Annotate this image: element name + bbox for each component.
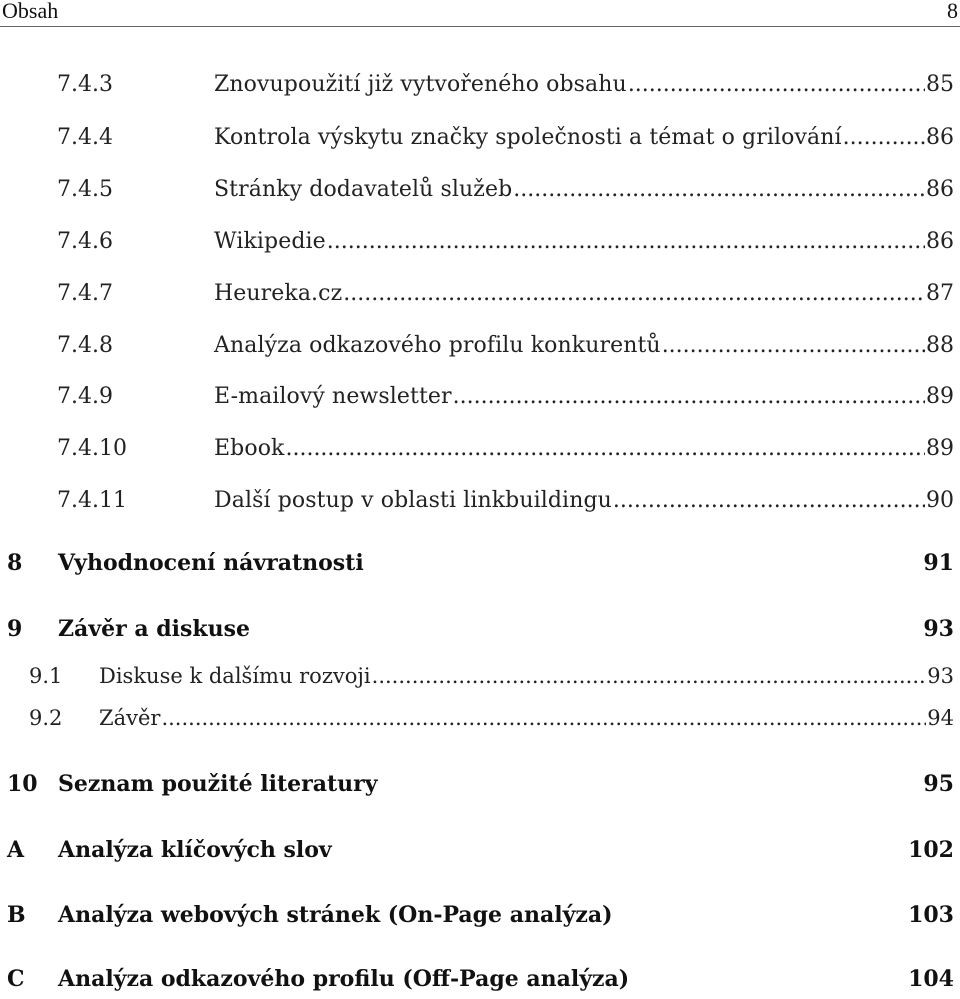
toc-entry-page: 90 [926,488,954,513]
toc-entry-7-4-11[interactable] [0,488,960,513]
toc-entry-page: 86 [926,125,954,150]
toc-entry-number: 7.4.11 [57,488,127,513]
toc-entry-title: Vyhodnocení návratnosti [58,550,364,576]
toc-entry-title: E-mailový newsletter [214,384,452,409]
toc-appendix-b[interactable] [0,902,960,928]
toc-entry-number: A [7,837,25,863]
toc-entry-title: Další postup v oblasti linkbuildingu [214,488,612,513]
dot-leader [327,229,925,254]
toc-entry-number: 9.2 [29,706,63,730]
dot-leader [662,333,925,358]
toc-entry-page: 93 [923,616,954,642]
toc-entry-page: 91 [923,550,954,576]
toc-entry-title: Seznam použité literatury [58,771,378,797]
dot-leader [843,125,925,150]
toc-entry-7-4-7[interactable] [0,281,960,306]
toc-entry-page: 94 [927,706,954,730]
toc-entry-number: 7.4.3 [57,72,113,97]
toc-entry-number: 9 [7,616,23,642]
dot-leader [513,177,925,202]
running-header [0,0,960,27]
toc-entry-page: 89 [926,436,954,461]
dot-leader [453,384,925,409]
toc-entry-7-4-8[interactable] [0,333,960,358]
toc-entry-title: Heureka.cz [214,281,343,306]
toc-entry-page: 87 [926,281,954,306]
toc-entry-number: 7.4.10 [57,436,127,461]
toc-entry-title: Analýza odkazového profilu konkurentů [214,333,661,358]
toc-entry-title: Diskuse k dalšímu rozvoji [99,664,371,688]
toc-entry-7-4-6[interactable] [0,229,960,254]
toc-entry-title: Znovupoužití již vytvořeného obsahu [214,72,627,97]
toc-entry-page: 104 [908,966,954,992]
toc-entry-7-4-10[interactable] [0,436,960,461]
dot-leader [628,72,925,97]
toc-entry-number: 7.4.5 [57,177,113,202]
toc-entry-page: 102 [908,837,954,863]
toc-section-9-2[interactable] [0,706,960,730]
dot-leader [613,488,925,513]
dot-leader [161,706,926,730]
toc-entry-title: Závěr a diskuse [58,616,251,642]
dot-leader [372,664,927,688]
toc-chapter-10[interactable] [0,771,960,797]
toc-entry-number: 7.4.9 [57,384,113,409]
toc-entry-page: 103 [908,902,954,928]
header-title: Obsah [2,0,59,23]
toc-entry-page: 85 [926,72,954,97]
toc-chapter-9[interactable] [0,616,960,642]
toc-entry-title: Analýza odkazového profilu (Off-Page analýza) [58,966,630,992]
toc-entry-7-4-5[interactable] [0,177,960,202]
toc-entry-7-4-4[interactable] [0,125,960,150]
dot-leader [343,281,925,306]
toc-entry-page: 95 [923,771,954,797]
dot-leader [285,436,925,461]
toc-entry-number: 10 [7,771,38,797]
toc-entry-page: 86 [926,229,954,254]
toc-entry-number: 7.4.7 [57,281,113,306]
toc-entry-title: Stránky dodavatelů služeb [214,177,513,202]
toc-appendix-a[interactable] [0,837,960,863]
toc-entry-title: Analýza webových stránek (On-Page analýza) [58,902,613,928]
toc-entry-title: Závěr [99,706,161,730]
toc-entry-page: 93 [927,664,954,688]
toc-entry-7-4-9[interactable] [0,384,960,409]
toc-entry-number: 7.4.4 [57,125,113,150]
toc-chapter-8[interactable] [0,550,960,576]
toc-entry-number: 7.4.8 [57,333,113,358]
toc-section-9-1[interactable] [0,664,960,688]
toc-entry-title: Ebook [214,436,285,461]
header-page-number: 8 [947,0,958,23]
toc-entry-7-4-3[interactable] [0,72,960,97]
toc-entry-title: Analýza klíčových slov [58,837,332,863]
toc-entry-number: 8 [7,550,23,576]
toc-entry-title: Kontrola výskytu značky společnosti a témat o grilování [214,125,842,150]
toc-entry-title: Wikipedie [214,229,326,254]
toc-entry-number: C [7,966,25,992]
toc-entry-number: 7.4.6 [57,229,113,254]
toc-entry-number: 9.1 [29,664,63,688]
toc-entry-page: 86 [926,177,954,202]
toc-appendix-c[interactable] [0,966,960,992]
toc-entry-page: 89 [926,384,954,409]
toc-entry-number: B [7,902,26,928]
toc-entry-page: 88 [926,333,954,358]
